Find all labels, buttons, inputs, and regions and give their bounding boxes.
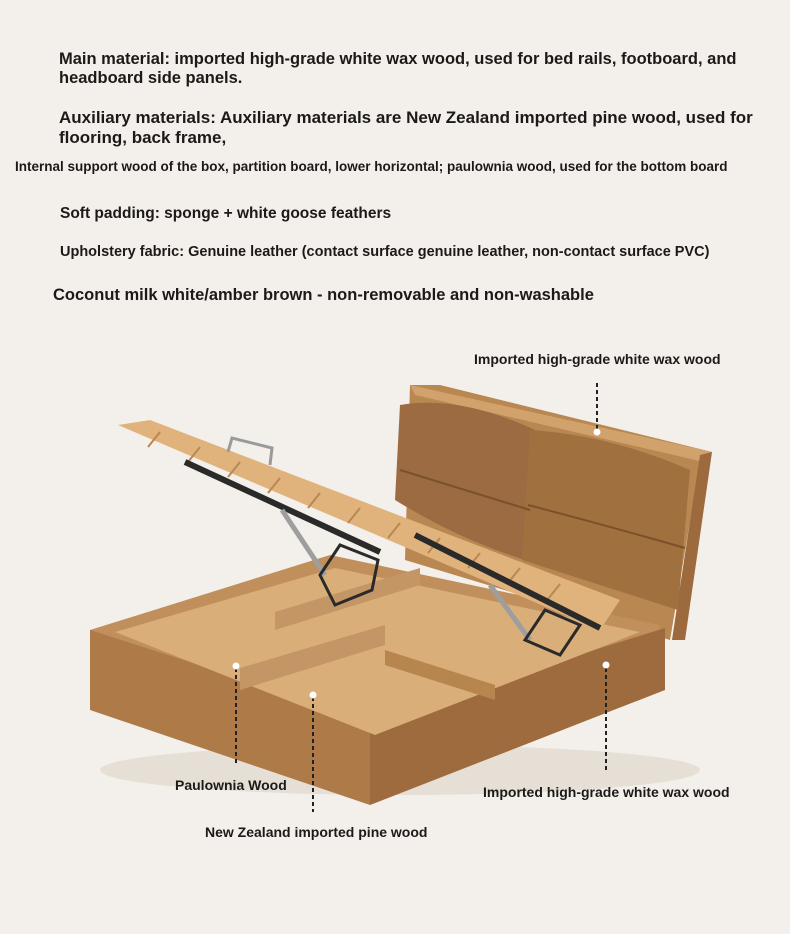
callout-pine: New Zealand imported pine wood [205, 824, 428, 840]
auxiliary-materials-text: Auxiliary materials: Auxiliary materials are New Zealand imported pine wood, used for flooring, back frame, [59, 108, 753, 147]
main-material-text: Main material: imported high-grade white wax wood, used for bed rails, footboard, and headboard side panels. [59, 50, 737, 87]
dot-pine [310, 692, 317, 699]
colors-note-text: Coconut milk white/amber brown - non-removable and non-washable [53, 286, 594, 304]
dot-rail [603, 662, 610, 669]
callout-paulownia: Paulownia Wood [175, 777, 287, 793]
upholstery-fabric-text: Upholstery fabric: Genuine leather (contact surface genuine leather, non-contact surface PVC) [60, 244, 710, 260]
internal-support-text: Internal support wood of the box, partition board, lower horizontal; paulownia wood, used for the bottom board [15, 159, 728, 174]
callout-headboard-wood: Imported high-grade white wax wood [474, 351, 721, 367]
callout-rail-wood: Imported high-grade white wax wood [483, 784, 730, 800]
dot-headboard [594, 429, 601, 436]
storage-bed-illustration [0, 320, 790, 840]
soft-padding-text: Soft padding: sponge + white goose feathers [60, 205, 392, 222]
dot-paulownia [233, 663, 240, 670]
